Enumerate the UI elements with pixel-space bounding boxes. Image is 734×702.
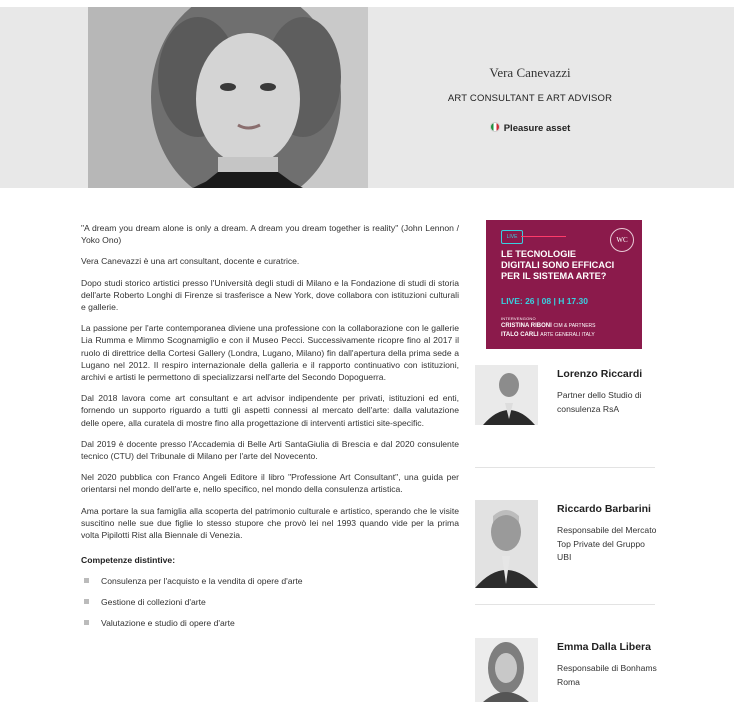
banner-speaker — [501, 332, 595, 338]
profile-role: ART CONSULTANT E ART ADVISOR — [447, 93, 613, 104]
profile-name: Vera Canevazzi — [489, 65, 571, 80]
bio-paragraph: Ama portare la sua famiglia alla scoperta del patrimonio culturale e artistico, sperando che le visite suscitino nelle sue due figlie lo stesso stupore che provò lei nel 1993 quando vide per la prima volta Pipilotti Rist alla Biennale di Venezia. — [81, 505, 459, 541]
person-photo — [475, 365, 538, 425]
person-description: Partner dello Studio di consulenza RsA — [557, 390, 642, 414]
speaker-org: ARTE GENERALI ITALY — [540, 332, 595, 338]
quote: "A dream you dream alone is only a dream. A dream you dream together is reality" (John Lennon / Yoko Ono) — [81, 223, 459, 246]
profile-hero — [0, 7, 734, 188]
event-banner[interactable] — [486, 220, 642, 349]
asset-tag[interactable] — [400, 122, 660, 134]
bio-paragraph: Nel 2020 pubblica con Franco Angeli Editore il libro "Professione Art Consultant", una guida per orientarsi nel mondo dell'arte e, nello specifico, nel mondo della consulenza artistica. — [81, 472, 459, 495]
banner-headline-line: PER IL SISTEMA ARTE? — [501, 271, 607, 281]
live-video-icon: LIVE — [501, 230, 523, 244]
skill-label: Valutazione e studio di opere d'arte — [101, 618, 235, 629]
speaker-org: CIM & PARTNERS — [553, 323, 596, 329]
banner-interventions-label: INTERVENGONO — [501, 316, 536, 321]
bullet-icon — [84, 578, 89, 583]
accent-line — [521, 236, 566, 237]
person-name: Emma Dalla Libera — [557, 641, 651, 653]
banner-live-date: LIVE: 26 | 08 | H 17.30 — [501, 296, 588, 306]
banner-speaker — [501, 323, 596, 329]
bio-paragraph: Dal 2019 è docente presso l'Accademia di Belle Arti SantaGiulia di Brescia e dal 2020 consulente tecnico (CTU) del Tribunale di Milano per l'arte del Novecento. — [81, 438, 459, 462]
bio-paragraph: Vera Canevazzi è una art consultant, docente e curatrice. — [81, 256, 300, 267]
bullet-icon — [84, 599, 89, 604]
person-name: Riccardo Barbarini — [557, 503, 651, 515]
bio-paragraph: Dopo studi storico artistici presso l'Università degli studi di Milano e la Fondazione di studi di storia dell'arte Roberto Longhi di Firenze si trasferisce a New York, dove collabora con istituzioni culturali e gallerie. — [81, 277, 459, 313]
banner-headline-line: DIGITALI SONO EFFICACI — [501, 260, 615, 270]
skill-item — [81, 617, 459, 638]
bio-paragraph: La passione per l'arte contemporanea diviene una professione con la collaborazione con le gallerie Lia Rumma e Mimmo Scognamiglio e con il Museo Pecci. Successivamente ricopre fino al 2017 il ruolo di direttrice della Cortesi Gallery (Londra, Lugano, Milano) fin dall'apertura della prima sede a Lugano nel 2012. Il respiro internazionale della galleria e il rapporto continuativo con istituzioni, archivi e artisti le permettono di specializzarsi nell'arte del Secondo Dopoguerra. — [81, 323, 459, 383]
person-description: Responsabile di Bonhams Roma — [557, 663, 657, 687]
italy-flag-icon — [490, 122, 500, 132]
wc-logo: WC — [610, 228, 634, 252]
asset-label: Pleasure asset — [503, 123, 571, 134]
skills-list — [81, 575, 459, 638]
speaker-name: CRISTINA RIBONI — [501, 323, 552, 329]
bullet-icon — [84, 620, 89, 625]
skill-label: Gestione di collezioni d'arte — [101, 597, 206, 608]
person-name: Lorenzo Riccardi — [557, 368, 643, 380]
skills-title: Competenze distintive: — [81, 555, 176, 566]
top-bar — [0, 0, 734, 7]
person-photo — [475, 638, 538, 702]
banner-headline — [501, 249, 636, 282]
speaker-name: ITALO CARLI — [501, 332, 539, 338]
divider — [475, 467, 655, 468]
profile-info — [400, 65, 660, 134]
bio-paragraph: Dal 2018 lavora come art consultant e art advisor indipendente per privati, istituzioni ed enti, fornendo un supporto riguardo a tutti gli aspetti connessi al mercato dell'arte: dalla valutazione delle opere, alla curatela di mostre fino alla progettazione di interventi artistici site-specific. — [81, 393, 459, 428]
skill-item — [81, 596, 459, 617]
divider — [475, 604, 655, 605]
person-description: Responsabile del Mercato Top Private del Gruppo UBI — [557, 525, 657, 562]
skill-label: Consulenza per l'acquisto e la vendita di opere d'arte — [101, 576, 303, 587]
skill-item — [81, 575, 459, 596]
biography — [81, 222, 459, 638]
profile-photo — [88, 7, 368, 188]
banner-headline-line: LE TECNOLOGIE — [501, 249, 577, 259]
person-photo — [475, 500, 538, 588]
